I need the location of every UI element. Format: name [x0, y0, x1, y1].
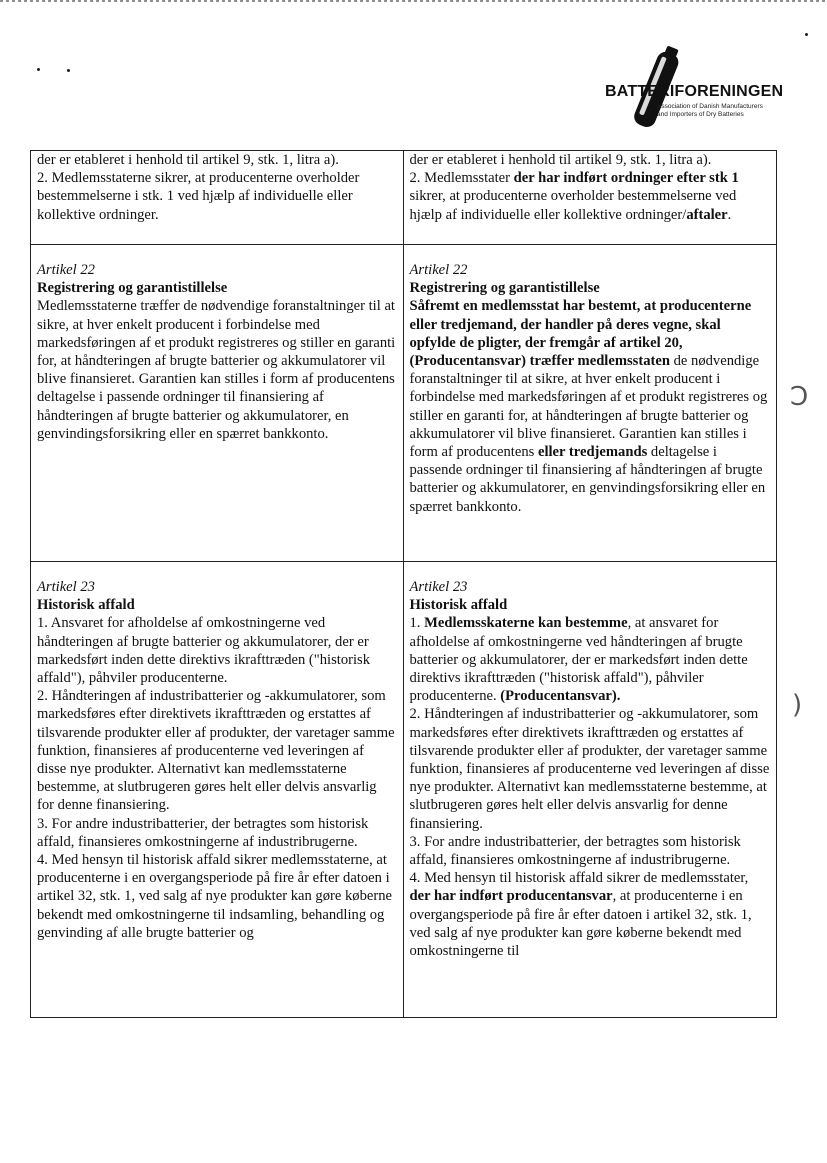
bold-amendment: aftaler: [686, 206, 728, 223]
scan-top-edge: [0, 0, 827, 2]
article-number: Artikel 23: [37, 579, 95, 595]
article-number: Artikel 23: [409, 579, 468, 595]
article-title: Registrering og garantistillelse: [37, 280, 228, 297]
paragraph: 3. For andre industribatterier, der betragtes som historisk affald, finansieres omkostningerne af industribrugerne.: [37, 815, 369, 850]
left-cell: [31, 245, 404, 561]
batteriforeningen-logo: [605, 40, 805, 140]
comparison-table: [30, 150, 777, 1018]
bold-amendment: Såfremt en medlemsstat har bestemt, at producenterne eller tredjemand, der handler på deres vegne, skal opfylde de pligter, der fremgår af artikel 20, (Producentansvar) træffer medlemsstaten: [409, 298, 752, 370]
left-cell: [31, 562, 404, 1017]
text-span: , at producenterne i en overgangsperiode på fire år efter datoen i artikel 32, stk. 1, ved salg af nye produkter kan gøre køberne bekendt med omkostningerne til: [409, 888, 752, 960]
paragraph: 4. Med hensyn til historisk affald sikrer medlemsstaterne, at producenterne i en overgangsperiode på fire år efter datoen i artikel 32, stk. 1, ved salg af nye produkter kan gøre køberne bekendt med omkostningerne til indsamling, behandling og genvinding af alle brugte batterier og: [37, 852, 393, 941]
margin-bracket-mark: Ↄ: [790, 382, 809, 412]
text-span: .: [727, 206, 732, 223]
table-row: [31, 151, 776, 244]
paragraph: der er etableret i henhold til artikel 9, stk. 1, litra a).: [37, 152, 339, 168]
text-span: 1.: [409, 615, 425, 632]
paragraph: 2. Medlemsstaterne sikrer, at producenterne overholder bestemmelserne i stk. 1 ved hjælp af individuelle eller kollektive ordninger.: [37, 170, 360, 223]
article-title: Historisk affald: [37, 597, 135, 614]
margin-bracket-mark: ): [792, 690, 803, 720]
logo-subtitle-line-1: Association of Danish Manufacturers: [657, 103, 763, 110]
bold-amendment: (Producentansvar).: [500, 688, 621, 705]
paragraph: [410, 614, 771, 705]
right-cell: [404, 151, 777, 244]
article-title: Registrering og garantistillelse: [409, 280, 600, 297]
right-cell: [404, 562, 777, 1017]
article-number: Artikel 22: [37, 262, 95, 278]
paragraph: der er etableret i henhold til artikel 9, stk. 1, litra a).: [409, 152, 712, 168]
paragraph: [410, 297, 771, 515]
left-cell: [31, 151, 404, 244]
text-span: , at ansvaret for afholdelse af omkostningerne ved håndteringen af brugte batterier og akkumulatorer, der er markedsført inden dette direktivs ikrafttræden ("historisk affald"), påhviler producenterne.: [409, 615, 748, 705]
article-number: Artikel 22: [409, 262, 468, 278]
paragraph: 3. For andre industribatterier, der betragtes som historisk affald, finansieres omkostningerne af industribrugerne.: [409, 833, 741, 869]
logo-wordmark: BATTERIFORENINGEN: [605, 83, 784, 100]
paragraph: 2. Håndteringen af industribatterier og -akkumulatorer, som markedsføres efter direktivets ikrafttræden og erstattes af tilsvarende produkter eller af produkter, der varetager samme funktion, finansieres af producenterne ved leveringen af disse nye produkter. Alternativt kan medlemsstaterne bestemme, at slutbrugeren gøres helt eller delvis ansvarlig for denne finansiering.: [409, 706, 770, 832]
table-row: [31, 244, 776, 561]
table-row: [31, 561, 776, 1017]
paragraph: Medlemsstaterne træffer de nødvendige foranstaltninger til at sikre, at hver enkelt producent i forbindelse med markedsføringen af et produkt registreres og stiller en garanti for, at håndteringen af brugte batterier og akkumulatorer vil blive finansieret. Garantien kan stilles i form af producentens deltagelse i passende ordninger til finansiering af håndteringen af brugte batterier og akkumulatorer, en genvindingsforsikring eller en spærret bankkonto.: [37, 298, 396, 442]
text-span: 4. Med hensyn til historisk affald sikrer de medlemsstater,: [409, 870, 749, 887]
scan-speck: [67, 69, 70, 72]
text-span: de nødvendige foranstaltninger til at sikre, at hver enkelt producent i forbindelse med markedsføringen af et produkt registreres og stiller en garanti for, at håndteringen af brugte batterier og akkumulatorer vil blive finansieret. Garantien kan stilles i form af producentens: [409, 353, 768, 461]
logo-subtitle-line-2: and Importers of Dry Batteries: [657, 111, 744, 118]
bold-amendment: der har indført producentansvar: [409, 888, 613, 905]
right-cell: [404, 245, 777, 561]
article-title: Historisk affald: [409, 597, 508, 614]
bold-amendment: eller tredjemands: [537, 444, 648, 461]
scan-speck: [805, 33, 808, 36]
bold-amendment: Medlemsskaterne kan bestemme: [424, 615, 628, 632]
bold-amendment: der har indført ordninger efter stk 1: [513, 170, 739, 187]
text-span: 2. Medlemsstater: [409, 170, 514, 187]
paragraph: 2. Håndteringen af industribatterier og -akkumulatorer, som markedsføres efter direktivets ikrafttræden og erstattes af tilsvarende produkter eller af produkter, der varetager samme funktion, finansieres af producenterne ved leveringen af disse nye produkter. Alternativt kan medlemsstaterne bestemme, at slutbrugeren gøres helt eller delvis ansvarlig for denne finansiering.: [37, 688, 395, 814]
text-span: sikrer, at producenterne overholder bestemmelserne ved hjælp af individuelle eller kollektive ordninger/: [409, 188, 737, 223]
paragraph: [410, 169, 771, 224]
text-span: deltagelse i passende ordninger til finansiering af håndteringen af brugte batterier og akkumulatorer, en genvindingsforsikring eller en spærret bankkonto.: [409, 444, 766, 515]
paragraph: [410, 869, 771, 960]
logo-subtitle: [657, 103, 807, 119]
paragraph: 1. Ansvaret for afholdelse af omkostningerne ved håndteringen af brugte batterier og akkumulatorer, der er markedsført inden dette direktivs ikrafttræden ("historisk affald"), påhviler producenterne.: [37, 615, 371, 687]
scan-speck: [37, 68, 40, 71]
